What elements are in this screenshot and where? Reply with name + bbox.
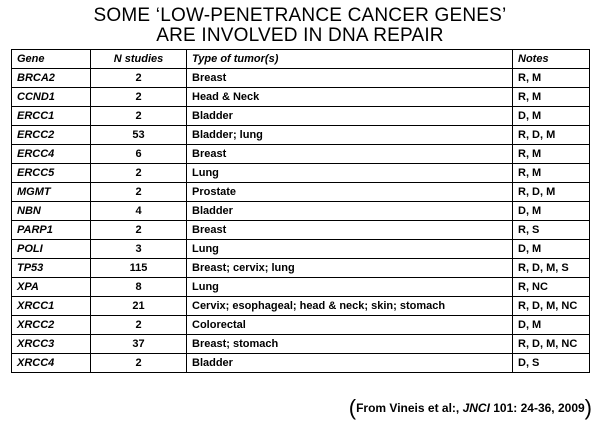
cell-notes: D, S [513, 354, 590, 373]
cell-tumor-type: Breast [187, 69, 513, 88]
table-row [12, 107, 590, 126]
cell-notes: R, D, M [513, 126, 590, 145]
cell-notes: R, S [513, 221, 590, 240]
table-row [12, 278, 590, 297]
cell-gene: NBN [12, 202, 91, 221]
cell-n-studies: 2 [91, 183, 187, 202]
cell-notes: R, M [513, 88, 590, 107]
cell-tumor-type: Lung [187, 240, 513, 259]
table-row [12, 335, 590, 354]
cell-gene: XRCC1 [12, 297, 91, 316]
table-body [12, 69, 590, 373]
cell-tumor-type: Lung [187, 278, 513, 297]
cell-n-studies: 2 [91, 164, 187, 183]
cell-gene: MGMT [12, 183, 91, 202]
cell-n-studies: 2 [91, 69, 187, 88]
citation-close-paren: ) [584, 395, 592, 420]
cell-gene: POLI [12, 240, 91, 259]
cell-tumor-type: Cervix; esophageal; head & neck; skin; stomach [187, 297, 513, 316]
cell-gene: ERCC5 [12, 164, 91, 183]
cell-tumor-type: Breast; stomach [187, 335, 513, 354]
table-row [12, 240, 590, 259]
table-header-row [12, 50, 590, 69]
header-notes: Notes [513, 50, 590, 69]
cell-notes: D, M [513, 202, 590, 221]
cell-gene: ERCC4 [12, 145, 91, 164]
cell-notes: D, M [513, 316, 590, 335]
citation-suffix: 101: 24-36, 2009 [489, 401, 585, 415]
cell-notes: R, M [513, 164, 590, 183]
cell-tumor-type: Prostate [187, 183, 513, 202]
cell-n-studies: 2 [91, 354, 187, 373]
genes-table [11, 49, 590, 373]
citation-journal: JNCI [462, 401, 490, 415]
header-tumor-type: Type of tumor(s) [187, 50, 513, 69]
cell-gene: CCND1 [12, 88, 91, 107]
cell-gene: XPA [12, 278, 91, 297]
cell-n-studies: 2 [91, 221, 187, 240]
table-row [12, 126, 590, 145]
cell-n-studies: 2 [91, 316, 187, 335]
table-row [12, 88, 590, 107]
cell-tumor-type: Bladder [187, 202, 513, 221]
cell-notes: R, NC [513, 278, 590, 297]
table-row [12, 183, 590, 202]
cell-gene: TP53 [12, 259, 91, 278]
table-row [12, 221, 590, 240]
cell-notes: R, D, M, NC [513, 335, 590, 354]
cell-tumor-type: Head & Neck [187, 88, 513, 107]
table-row [12, 297, 590, 316]
cell-n-studies: 53 [91, 126, 187, 145]
table-row [12, 202, 590, 221]
cell-tumor-type: Bladder [187, 354, 513, 373]
table-row [12, 69, 590, 88]
cell-gene: XRCC2 [12, 316, 91, 335]
title-line-1: SOME ‘LOW-PENETRANCE CANCER GENES’ [93, 5, 507, 26]
table-row [12, 145, 590, 164]
header-gene: Gene [12, 50, 91, 69]
table-row [12, 259, 590, 278]
cell-n-studies: 3 [91, 240, 187, 259]
table-row [12, 354, 590, 373]
cell-tumor-type: Breast [187, 221, 513, 240]
cell-n-studies: 4 [91, 202, 187, 221]
cell-notes: R, D, M [513, 183, 590, 202]
cell-n-studies: 37 [91, 335, 187, 354]
cell-notes: D, M [513, 240, 590, 259]
cell-n-studies: 115 [91, 259, 187, 278]
cell-tumor-type: Breast [187, 145, 513, 164]
cell-gene: XRCC4 [12, 354, 91, 373]
cell-tumor-type: Bladder; lung [187, 126, 513, 145]
cell-tumor-type: Colorectal [187, 316, 513, 335]
cell-tumor-type: Bladder [187, 107, 513, 126]
cell-notes: R, D, M, NC [513, 297, 590, 316]
cell-gene: XRCC3 [12, 335, 91, 354]
cell-notes: D, M [513, 107, 590, 126]
cell-n-studies: 21 [91, 297, 187, 316]
cell-tumor-type: Lung [187, 164, 513, 183]
cell-gene: ERCC2 [12, 126, 91, 145]
cell-n-studies: 6 [91, 145, 187, 164]
cell-gene: ERCC1 [12, 107, 91, 126]
cell-gene: PARP1 [12, 221, 91, 240]
cell-notes: R, D, M, S [513, 259, 590, 278]
cell-gene: BRCA2 [12, 69, 91, 88]
table-row [12, 316, 590, 335]
slide-title [0, 6, 600, 46]
cell-n-studies: 2 [91, 107, 187, 126]
cell-notes: R, M [513, 145, 590, 164]
header-n-studies: N studies [91, 50, 187, 69]
citation-open-paren: ( [348, 395, 357, 420]
citation [349, 395, 592, 421]
title-line-2: ARE INVOLVED IN DNA REPAIR [156, 25, 444, 46]
cell-n-studies: 2 [91, 88, 187, 107]
cell-n-studies: 8 [91, 278, 187, 297]
citation-prefix: From Vineis et al:, [356, 401, 463, 415]
table-row [12, 164, 590, 183]
cell-notes: R, M [513, 69, 590, 88]
cell-tumor-type: Breast; cervix; lung [187, 259, 513, 278]
